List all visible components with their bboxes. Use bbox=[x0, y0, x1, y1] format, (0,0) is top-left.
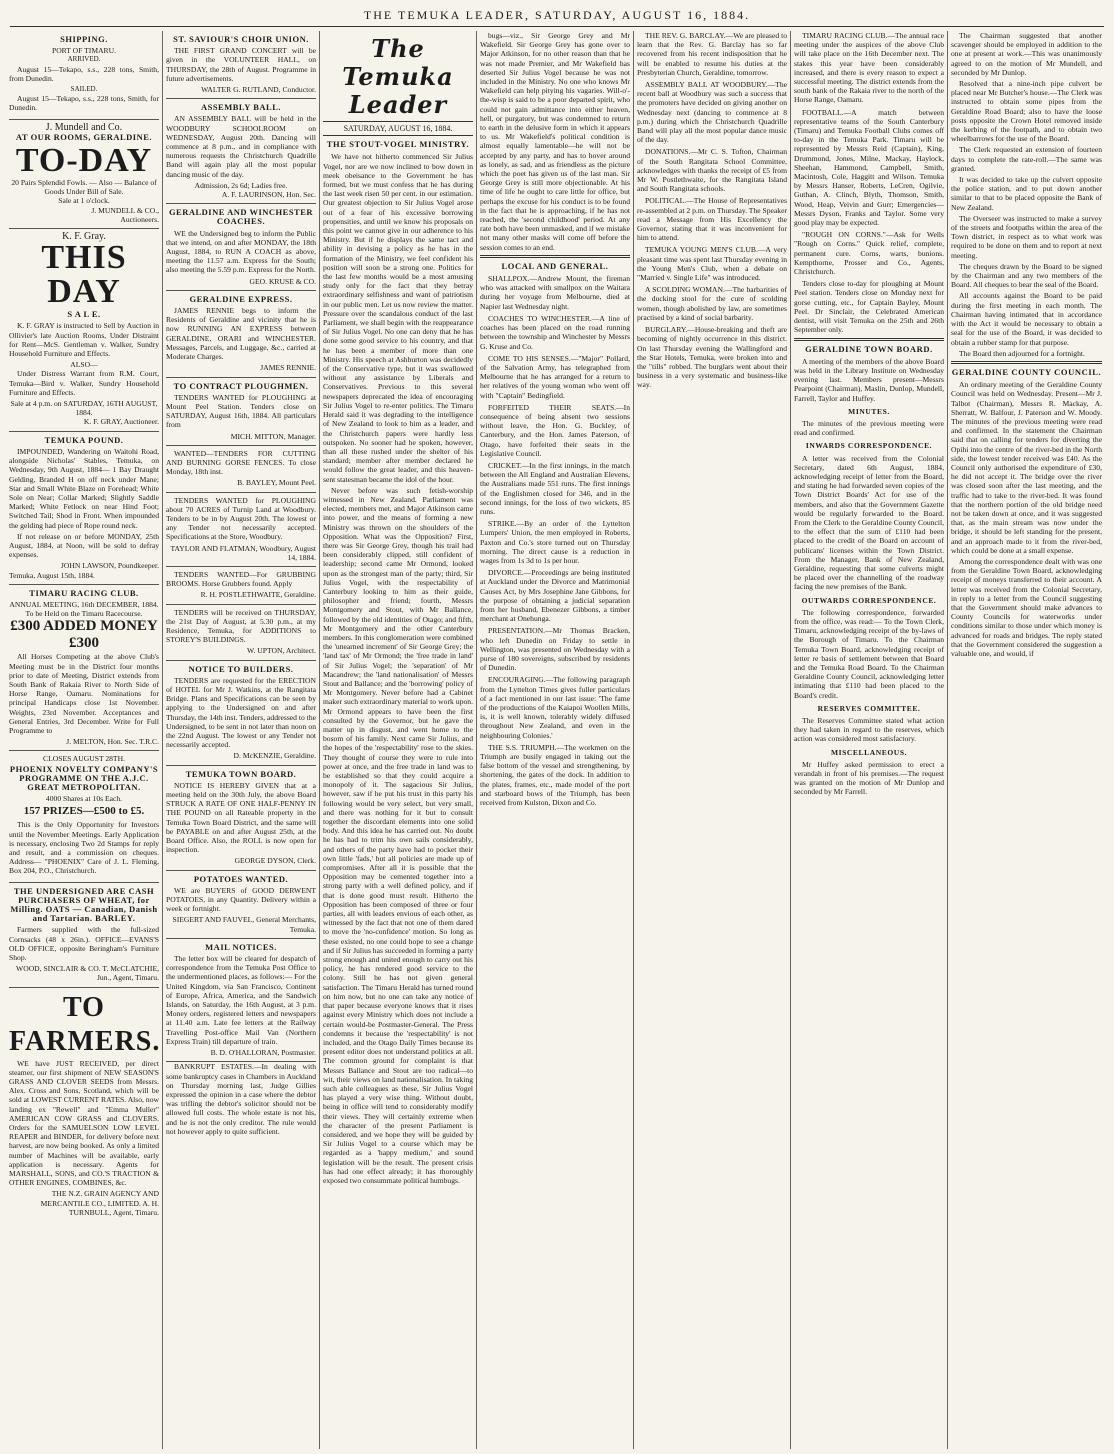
mail-text: The letter box will be cleared for despatch of correspondence from the Temuka Post Office to the undermentioned places, as follows:— For the United Kingdom, via San Francisco, Continent of Europe, Africa, America, and the Sandwich Islands, on Saturday, the 16th August, at 3 p.m. Money orders, registered letters and newspapers at 11.40 a.m. Late fee letters at the Railway Travelling Post-office Mail Van (Northern Express Train) till departure of train. bbox=[166, 954, 316, 1046]
local-item: THE S.S. TRIUMPH.—The workmen on the Triumph are busily engaged in taking out the false bottom of the vessel and strengthening, by shortening, the gates of the dock. In addition to the plates, frames, etc., made model of the port and starboard bows of the Triumph, has been received from Kulston, Dixon and Co. bbox=[480, 742, 630, 808]
divider bbox=[951, 361, 1102, 364]
grubbing-signature: R. H. POSTLETHWAITE, Geraldine. bbox=[200, 590, 316, 600]
arrived-label: ARRIVED. bbox=[67, 55, 101, 64]
pound-text-2: If not release on or before MONDAY, 25th August, 1884, at Noon, will be sold to defray expenses. bbox=[9, 531, 159, 560]
assembly-title: ASSEMBLY BALL. bbox=[200, 102, 282, 113]
misc-heading: MISCELLANEOUS. bbox=[830, 747, 908, 757]
phoenix-text: This is the Only Opportunity for Investors until the November Meetings. Early Application is necessary, enclosing Two 2d Stamps for reply and result, and a commission on cheques. Address— "PHOENIX" Care of J. L. Fleming, Box 204, P.O., Christchurch. bbox=[9, 820, 159, 876]
pound-text: IMPOUNDED, Wandering on Waitohi Road, alongside Nicholas' Stables, Temuka, on Wednesday, 9th August, 1884— 1 Bay Draught Gelding, Branded H on off neck under Mane; Star and Small White Blaze on Forehead; White Sole on Near; Collar Marked; Slightly Saddle Marked; White Fetlock on near Hind Foot; Switched Tail; Shod in Front. When impounded the gelding had piece of Rope round neck. bbox=[9, 446, 159, 530]
coaches-text: WE the Undersigned beg to inform the Public that we intend, on and after MONDAY, the 18th August, 1884, to RUN A COACH as above, meeting the 11.57 a.m. Express for the South; also meeting the 5.59 p.m. Express for the North. bbox=[166, 228, 316, 275]
reserves-text: The Reserves Committee stated what action they had taken in regard to the reserves, which action was considered most satisfactory. bbox=[794, 716, 944, 744]
mundell-heading: J. Mundell and Co. bbox=[45, 121, 123, 133]
sailed-text: August 15—Tekapo, s.s., 228 tons, Smith, for Dunedin. bbox=[9, 94, 159, 113]
plough-signature: MICH. MITTON, Manager. bbox=[230, 431, 316, 441]
board-text-3: The Clerk requested an extension of fourteen days to complete the rate-roll.—The same was granted. bbox=[951, 145, 1102, 173]
ministry-continued: bugs—viz., Sir George Grey and Mr Wakefield. Sir George Grey has gone over to Major Atkinson, for no other reason than that he was not made Premier, and Mr Wakefield has deserted Sir Julius Vogel because he was not included in the Ministry. No one who knows Mr Wakefield can help pitying his vagaries. Will-o'-the-wisp is said to be a poor departed spirit, who could not gain admittance into either heaven, hell, or purgatory, but was condemned to return to earth in the delusive form in which it appears to us. Mr Wakefield's political condition is almost equally lamentable—he will not be accepted by any party, and has to hover around as lonely, as sad, and as friendless as the picture which the poet has given us of the last man. Sir George Grey is still more objectionable. At his time of life he ought to care little for office, but perhaps the excuse for his conduct is to be found in the fact that he is approaching, if he has not reached, the 'second childhood' period. At any rate both have been unmasked, and if we mistake not many other masks will come off before the session comes to an end. bbox=[480, 31, 630, 252]
choir-signature: WALTER G. RUTLAND, Conductor. bbox=[201, 85, 316, 95]
gorse-text: WANTED—TENDERS FOR CUTTING AND BURNING GORSE FENCES. To close Monday, 18th inst. bbox=[166, 448, 316, 477]
divider bbox=[480, 255, 630, 258]
local-general-title: LOCAL AND GENERAL. bbox=[501, 260, 609, 271]
pound-title: TEMUKA POUND. bbox=[44, 434, 124, 445]
pound-signature: JOHN LAWSON, Poundkeeper. bbox=[60, 561, 159, 571]
phoenix-title: PHOENIX NOVELTY COMPANY'S PROGRAMME ON THE A.J.C. GREAT METROPOLITAN. bbox=[9, 763, 159, 792]
geraldine-board-title: GERALDINE TOWN BOARD. bbox=[805, 343, 933, 354]
port-heading: PORT OF TIMARU. bbox=[51, 46, 117, 56]
local-item: PRESENTATION.—Mr Thomas Bracken, who left Dunedin on Friday to settle in Wellington, was presented on Wednesday with a purse of 180 sovereigns, subscribed by residents of Dunedin. bbox=[480, 626, 630, 673]
local-item: ENCOURAGING.—The following paragraph from the Lyttelton Times gives fuller particulars of a fact mentioned in our last issue: 'The fame of the productions of the Kaiapoi Woollen Mills, is, it is well known, tolerably widely diffused throughout New Zealand, and even in the neighbouring Colonies.' bbox=[480, 675, 630, 740]
news-item: ASSEMBLY BALL AT WOODBURY.—The recent ball at Woodbury was such a success that the promoters have decided on giving another on Wednesday next (dancing to commence at 8 p.m.) during which the Christchurch Quadrille Band will play all the most popular dance music of the day. bbox=[637, 80, 787, 145]
plough2-signature: TAYLOR AND FLATMAN, Woodbury, August 14, 1884. bbox=[170, 543, 316, 562]
ministry-title: THE STOUT-VOGEL MINISTRY. bbox=[326, 139, 470, 150]
racing-signature: J. MELTON, Hon. Sec. T.R.C. bbox=[66, 737, 159, 747]
storey-text: TENDERS will be received on THURSDAY, the 21st Day of August, at 5.30 p.m., at my Residence, Temuka, for ADDITIONS to STOREY'S BUILDINGS. bbox=[166, 607, 316, 645]
outwards-heading: OUTWARDS CORRESPONDENCE. bbox=[801, 595, 937, 605]
racing-club-item: TIMARU RACING CLUB.—The annual race meeting under the auspices of the above Club will take place on the 16th December next. The stakes this year have been considerably increased, and there is every reason to expect a successful meeting. The district extends from the south bank of the Rakaia river to the north of the Horse Range, Oamaru. bbox=[794, 31, 944, 105]
column-5 bbox=[634, 31, 791, 1449]
undersigned-title: THE UNDERSIGNED ARE CASH PURCHASERS OF WHEAT, for Milling. OATS — Canadian, Danish and Tartarian. BARLEY. bbox=[10, 885, 158, 924]
choir-text: THE FIRST GRAND CONCERT will be given in the VOLUNTEER HALL, on THURSDAY, the 28th of August. Programme in future advertisements. bbox=[166, 46, 316, 83]
inwards-heading: INWARDS CORRESPONDENCE. bbox=[805, 441, 933, 451]
plough2-text: TENDERS WANTED for PLOUGHING about 70 ACRES of Turnip Land at Woodbury. Tenders to be in by August 20th. The lowest or any Tender not necessarily accepted. Specifications at the Store, Woodbury. bbox=[166, 495, 316, 542]
closes-date: CLOSES AUGUST 28TH. bbox=[43, 754, 125, 764]
board-text-5: The Overseer was instructed to make a survey of the streets and footpaths within the area of the Town district, in respect as to what work was required to be done on them and to report at next meeting. bbox=[951, 213, 1102, 260]
dateline: SATURDAY, AUGUST 16, 1884. bbox=[323, 121, 473, 136]
racing-title: TIMARU RACING CLUB. bbox=[29, 587, 139, 598]
mundell-signature: J. MUNDELL & CO., bbox=[91, 205, 159, 215]
local-item: COME TO HIS SENSES.—"Major" Pollard, of the Salvation Army, has telegraphed from Melbourne that he has arranged for a return to her relatives of the young woman who went off with "Captain" Bedingfield. bbox=[480, 353, 630, 400]
county-council-text-2: Among the correspondence dealt with was one from the Geraldine Town Board, acknowledging receipt of moneys transferred to their account. A letter was received from the Colonial Secretary, in reply to a letter from the Council suggesting that the Government should make advances to County Councils for waterworks under conditions similar to those under which money is advanced for roads and bridges. The reply stated that the Government considered the suggestion a valuable one, and would, if bbox=[951, 556, 1102, 658]
assembly-admission: Admission, 2s 6d; Ladies free. bbox=[194, 180, 288, 190]
board-text-8: The Board then adjourned for a fortnight. bbox=[959, 348, 1085, 358]
builders-signature: D. McKENZIE, Geraldine. bbox=[233, 751, 316, 761]
local-item: CRICKET.—In the first innings, in the match between the All England and Australian Elevens, the Australians made 551 runs. The first innings of the Englishmen closed for 346, and in the second innings, for the loss of two wickets, 85 runs. bbox=[480, 460, 630, 516]
local-item: DIVORCE.—Proceedings are being instituted at Auckland under the Divorce and Matrimonial Causes Act, by Mrs Josephine Jane Gibbons, for the purpose of obtaining a judicial separation from her husband, Ebenezer Gibbons, a timber merchant at Onehunga. bbox=[480, 568, 630, 624]
sailed-label: SAILED. bbox=[70, 85, 98, 94]
builders-text: TENDERS are requested for the ERECTION of HOTEL for Mr J. Watkins, at the Rangitata Bridge. Plans and Specifications can be seen by applying to the Undersigned on and after Thursday, the 14th inst. Tenders, addressed to the Undersigned, to be sent in not later than noon on the 22nd August. The lowest or any Tender not necessarily accepted. bbox=[166, 675, 316, 750]
express-text: JAMES RENNIE begs to inform the Residents of Geraldine and vicinity that he is now RUNNING AN EXPRESS between GERALDINE, ORARI and WINCHESTER. Messages, Parcels, and Luggage, &c., carried at Moderate Charges. bbox=[166, 306, 316, 362]
mail-title: MAIL NOTICES. bbox=[205, 941, 277, 952]
mundell-role: Auctioneers. bbox=[120, 214, 159, 224]
coaches-signature: GEO. KRUSE & CO. bbox=[249, 276, 316, 286]
gray-signature: K. F. GRAY, Auctioneer. bbox=[83, 417, 159, 427]
board-text-4: It was decided to take up the culvert opposite the police station, and to put down another similar to that to be placed opposite the Bank of New Zealand. bbox=[951, 175, 1102, 212]
storey-signature: W. UPTON, Architect. bbox=[247, 646, 316, 656]
express-signature: JAMES RENNIE. bbox=[260, 363, 316, 373]
town-board-title: TEMUKA TOWN BOARD. bbox=[185, 768, 297, 779]
inwards-text: A letter was received from the Colonial Secretary, dated 6th August, 1884, acknowledging receipt of letter from the Board, and stating he had forwarded seven copies of the Town District Boards' Act for use of the members, and also that the Government Gazette would be regularly forwarded to the Board. From the Clerk to the Geraldine County Council, to the effect that the sum of £110 had been placed to the credit of the Board on account of publicans' licenses within the Town District. From the Manager, Bank of New Zealand, Geraldine, requesting that some culverts might be placed over the channelling of the roadway facing the new premises of the Bank. bbox=[794, 453, 944, 592]
divider bbox=[794, 338, 944, 341]
outwards-text: The following correspondence, forwarded from the office, was read:— To the Town Clerk, Timaru, acknowledging receipt of the by-laws of the Borough of Timaru. To the Chairman Temuka Town Board, acknowledging receipt of letter re basis of settlement between that Board and the Temuka Road Board. To the Chairman Geraldine County Council, acknowledging letter intimating that £110 had been placed to the Board's credit. bbox=[794, 607, 944, 700]
running-head: THE TEMUKA LEADER, SATURDAY, AUGUST 16, 1884. bbox=[10, 4, 1104, 27]
geraldine-board-text: A meeting of the members of the above Board was held in the Library Institute on Wednesday evening last. Members present—Messrs Pearpoint (Chairman), Maslin, Dunlop, Mundell, Farrell, Taylor and Huffey. bbox=[794, 356, 944, 403]
gorse-signature: B. BAYLEY, Mount Peel. bbox=[237, 478, 316, 488]
farmers-signature: THE N.Z. GRAIN AGENCY AND MERCANTILE CO., LIMITED. A. H. TURNBULL, Agent, Timaru. bbox=[40, 1189, 159, 1217]
news-item: DONATIONS.—Mr C. S. Tofton, Chairman of the South Rangitata School Committee, acknowledges with thanks the receipt of £5 from Mr W. Postlethwaite, for the Rangitata Island and South Rangitata schools. bbox=[637, 147, 787, 194]
minutes-text: The minutes of the previous meeting were read and confirmed. bbox=[794, 418, 944, 438]
potatoes-signature: SIEGERT AND FAUVEL, General Merchants, Temuka. bbox=[172, 915, 316, 934]
column-6 bbox=[791, 31, 948, 1449]
columns bbox=[6, 31, 1108, 1449]
farmers-headline: TO FARMERS. bbox=[9, 991, 161, 1057]
gray-heading: K. F. Gray. bbox=[62, 231, 106, 243]
column-1 bbox=[6, 31, 163, 1449]
plough-text: TENDERS WANTED for PLOUGHING at Mount Peel Station. Tenders close on SATURDAY, August 16th, 1884. All particulars from bbox=[166, 392, 316, 430]
potatoes-title: POTATOES WANTED. bbox=[193, 873, 289, 884]
reserves-heading: RESERVES COMMITTEE. bbox=[817, 703, 921, 713]
potatoes-text: WE are BUYERS of GOOD DERWENT POTATOES, in any Quantity. Delivery within a week or fortnight. bbox=[166, 885, 316, 914]
county-council-title: GERALDINE COUNTY COUNCIL. bbox=[951, 366, 1102, 377]
tenders-item: Tenders close to-day for ploughing at Mount Peel station. Tenders close on Monday next for gorse cutting, etc., for Captain Bayley, Mount Peel. Dr Sinclair, the Celebrated American dentist, will visit Temuka on the 25th and 26th September only. bbox=[794, 279, 944, 335]
news-item: THE REV. G. BARCLAY.—We are pleased to learn that the Rev. G. Barclay has so far recovered from his recent indisposition that he will be enabled to resume his duties at the Presbyterian Church, Geraldine, tomorrow. bbox=[637, 31, 787, 77]
bankrupt-text: BANKRUPT ESTATES.—In dealing with some bankruptcy cases in Chambers in Auckland on Thursday morning last, Judge Gillies expressed the opinion in a case where the debtor was trifling the debtor's solicitor should not be allowed full costs. The whole estate is not his, and he is not the only creditor. The rule would not however apply to quite sufficient. bbox=[166, 1062, 316, 1136]
this-day-headline: THIS DAY bbox=[41, 239, 127, 311]
today-headline: TO-DAY bbox=[15, 142, 153, 180]
ministry-text: We have not hitherto commenced Sir Julius Vogel, nor are we now inclined to bow down in meek obeisance to the Government he has formed, but we must confess that he has during the last week risen 50 per cent. in our estimation. Our greatest objection to Sir Julius Vogel arose out of a fear of his excessive borrowing propensities, and until we know his proposals on this point we cannot give in our adherence to his Ministry. But if he displays the same tact and ability in devising a policy as he has in the formation of the Ministry, we feel confident his position will soon be a strong one. Politics for the last few months would be a most amusing study only for the fact that they betray extraordinary selfishness and want of patriotism in our public men. Let us now review the matter. Pressure over the scandalous conduct of the last Parliament, we shall begin with the reappearance of Sir Julius Vogel. No one can deny that he has done some good service to his country, and that he has been a member of more than one Ministry. His speech at Ashburton was decidedly of the Conservative type, but it was swallowed without any assistance by Liberals and Conservatives. Previous to this several newspapers deprecated the idea of encouraging Sir Julius Vogel to re-enter politics. The Timaru Herald said it was degrading to the intelligence of New Zealand to look to him as a leader, and the Christchurch papers were hardly less outspoken. No sooner had he spoken, however, than all these rushed under the shelter of his standard; member after member declared he would follow the great leader, and this heaven-sent statesman became the idol of the hour. bbox=[323, 152, 473, 484]
racing-where: To be Held on the Timaru Racecourse. bbox=[25, 609, 143, 619]
prizes-headline: 157 PRIZES—£500 to £5. bbox=[23, 805, 145, 818]
builders-title: NOTICE TO BUILDERS. bbox=[188, 663, 294, 674]
mundell-time: Sale at 1 o'clock. bbox=[58, 196, 110, 206]
ministry-text-2: Never before was such fetish-worship witnessed in New Zealand. Parliament was elected, members met, and Major Atkinson came into power, and the means of forming a new Ministry was thrown on the shoulders of the Opposition. What was the Opposition? First, there was Sir George Grey, though his trail had been considerably clipped, still confident of leadership; second came Mr Ormond, looked upon as the strongest man of the party; third, Sir Julius Vogel, with the respectability of Canterbury looking to him as their guide, philosopher and friend; fourth, Messrs Montgomery and Stout, with Mr Ballance, followed by the old identities of Otago; and fifth, Mr Montgomery and the other Canterbury members. In this conglomeration were combined the 'unearned increment' of Sir George Grey; the 'land tax' of Mr Ormond; the 'free trade in land' of Sir Julius Vogel; the 'separation' of Mr Macandrew; the 'land nationalisation' of Messrs Stout and Ballance; and the 'borrowing' policy of Mr Montgomery. Never before had a Cabinet maker such extraordinary material to work upon. Mr Ormond appears to have been the first consulted by the Governor, but he gave the matter up in disgust, and went home to the bosom of his family. Next came Sir Julius, and the hopes of the 'respectability' rose to the skies. They thought of course they were to rule into power at once, and the free trade in land was to be established so that they could acquire a monopoly of it. The sagacious Sir Julius, however, saw if he put his trust in this party his following would be very select, but very small, and there was nothing for it but to consult together the discordant elements into one solid body. And this idea he has carried out. No doubt he has had to trim his own sails considerably, and others of the party have had to pocket their own little 'fads,' but all policies are made up of compromises. After all it is possible that the Opposition may be cemented together into a strong party with a well defined policy, and if that is done good must result. Hitherto the Opposition has been composed of three or four parties, all with leaders envious of each other, as witnessed by the fact that not one of them dared to move the 'no-confidence' motion. So long as these existed, no one could hope to see a change and if Sir Julius has succeeded in forming a party strong enough and united enough to carry out his policy, he has rendered good service to the colony. Still he has not given general satisfaction. The Timaru Herald has turned round on him now, but no one can take any notice of that paper because everyone knows that it rises against every Ministry which does not include a certain would-be Postmaster-General. The Press condemns it because the 'respectability' is not included, and the Otago Daily Times because its present editor does not understand politics at all. The common ground for complaint is that Messrs Ballance and Stout are too radical—to wit, their views on land nationalisation. In taking such able colleagues as these, Sir Julius Vogel has played a very wise thing. Without doubt, being in office will tend to considerably modify their views. They will certainly extreme when the character of the present Parliament is considered, and we hope they will be guided by Sir Julius Vogel to a course which may be regarded as a 'happy medium,' and sound legislation will be the result. The present crisis has had one effect already; it has thoroughly exposed two consummate political humbugs. bbox=[323, 485, 473, 1185]
undersigned-text: Farmers supplied with the full-sized Cornsacks (48 x 26in.). OFFICE—EVANS'S OLD OFFICE, opposite Beringham's Furniture Shop. bbox=[9, 925, 159, 963]
column-4 bbox=[477, 31, 634, 1449]
gray-time: Sale at 4 p.m. on SATURDAY, 16TH AUGUST, 1884. bbox=[10, 399, 158, 418]
arrived-text: August 15—Tekapo, s.s., 228 tons, Smith, from Dunedin. bbox=[9, 64, 159, 83]
mundell-location: AT OUR ROOMS, GERALDINE. bbox=[15, 131, 153, 142]
corns-item: "ROUGH ON CORNS."—Ask for Wells "Rough on Corns." Quick relief, complete, permanent cure. Corns, warts, bunions. Kempthorne, Prosser and Co., Agents, Christchurch. bbox=[794, 230, 944, 277]
plough-title: TO CONTRACT PLOUGHMEN. bbox=[173, 380, 309, 391]
football-item: FOOTBALL.—A match between representative teams of the South Canterbury (Timaru) and Temuka Football Clubs comes off to-day in the Temuka Park. Timaru will be represented by Messrs Reid (Captain), King, Drummond, Jones, Milne, Mackay, Haylock, Sheehan, Hammond, Campbell, Smith, Macintosh, Cole, Haggitt and Wilson. Temuka by Messrs Hanser, Roberts, LeCren, Ogilvie, Guthan, A. Clinch, Blyth, Thomson, Smith, Wood, Heap, Veivin and Gurr; Emergencies—Messrs Dyson, Franks and Taylor. Some very good play may be expected. bbox=[794, 107, 944, 228]
racing-text: All Horses Competing at the above Club's Meeting must be in the District four months prior to date of Meeting, District extends from South Bank of Rakaia River to North Side of Horse Range, Oamaru. Nominations for principal Handicaps close 1st November. Weights, 23rd November. Acceptances and General Entries, 3rd December. Write for Full Programme to bbox=[9, 652, 159, 735]
local-item: FORFEITED THEIR SEATS.—In consequence of being absent two sessions without leave, the Hon. G. Buckley, of Canterbury, and the Hon. James Paterson, of Otago, have forfeited their seats in the Legislative Council. bbox=[480, 402, 630, 458]
town-board-signature: GEORGE DYSON, Clerk. bbox=[234, 856, 316, 866]
racing-subtitle: ANNUAL MEETING, 16th DECEMBER, 1884. bbox=[9, 599, 159, 609]
also-label: ALSO— bbox=[70, 360, 98, 370]
undersigned-signature: WOOD, SINCLAIR & CO. T. McCLATCHIE, Jun., Agent, Timaru. bbox=[16, 964, 159, 983]
board-text-1: The Chairman suggested that another scavenger should be employed in addition to the one at present at work.—This was unanimously agreed to on the motion of Mr Mundell, and seconded by Mr Dunlop. bbox=[951, 31, 1102, 77]
shipping-title: SHIPPING. bbox=[60, 34, 108, 44]
local-item: COACHES TO WINCHESTER.—A line of coaches has been placed on the road running between the township and Winchester by Messrs G. Kruse and Co. bbox=[480, 313, 630, 351]
local-item: STRIKE.—By an order of the Lyttelton Lumpers' Union, the men employed in Roberts, Paxton and Co.'s store turned out on Thursday morning. The direct cause is a reduction in wages from 1s 3d to 1s per hour. bbox=[480, 519, 630, 565]
news-item: BURGLARY.—House-breaking and theft are becoming of nightly occurrence in this district. On last Thursday evening the Wallingford and the Star Hotels, Temuka, were broken into and the "tills" robbed. The burglars went about their business in a very systematic and business-like way. bbox=[637, 325, 787, 390]
sale-label: S A L E. bbox=[67, 309, 101, 320]
gray-text: K. F. GRAY is instructed to Sell by Auction in Ollivier's late Auction Rooms, Under Distraint for Rent—McS. Gentleman v. Walker, Sundry Household Furniture and Effects. bbox=[9, 321, 159, 359]
news-item: POLITICAL.—The House of Representatives re-assembled at 2 p.m. on Thursday. The Speaker read a Message from His Excellency the Governor, stating that it was inconvenient for him to attend. bbox=[637, 196, 787, 243]
column-3 bbox=[320, 31, 477, 1449]
pound-date: Temuka, August 15th, 1884. bbox=[9, 570, 95, 580]
board-text-7: All accounts against the Board to be paid during the first meeting in each month. The Chairman having intimated that in accordance with the Act it would be necessary to obtain a seal for the use of the Board, it was decided to obtain a rubber stamp for that purpose. bbox=[951, 291, 1102, 347]
gray-also-text: Under Distress Warrant from R.M. Court, Temuka—Bird v. Walker, Sundry Household Furniture and Effects. bbox=[9, 369, 159, 397]
choir-title: ST. SAVIOUR'S CHOIR UNION. bbox=[173, 34, 309, 44]
town-board-text: NOTICE IS HEREBY GIVEN that at a meeting held on the 30th July, the above Board STRUCK A RATE OF ONE HALF-PENNY IN THE POUND on all Rateable property in the Temuka Town Board District, and the same will be PAYABLE on and after August 25th, at the Board Office. Also, the ROLL is now open for inspection. bbox=[166, 780, 316, 855]
news-item: TEMUKA YOUNG MEN'S CLUB.—A very pleasant time was spent last Thursday evening in the Young Men's Club, when a debate on "Married v. Single Life" was introduced. bbox=[637, 245, 787, 283]
assembly-text: AN ASSEMBLY BALL will be held in the WOODBURY SCHOOLROOM on WEDNESDAY, August 20th. Dancing will commence at 8 p.m., and in compliance with numerous requests the Christchurch Quadrille Band will again play all the most popular dancing music of the day. bbox=[166, 114, 316, 179]
coaches-title: GERALDINE AND WINCHESTER COACHES. bbox=[168, 207, 314, 227]
phoenix-shares: 4000 Shares at 10s Each. bbox=[45, 794, 123, 804]
mundell-items: 20 Pairs Splendid Fowls. — Also — Balance of Goods Under Bill of Sale. bbox=[11, 178, 157, 197]
newspaper-nameplate: The Temuka Leader bbox=[342, 34, 454, 119]
express-title: GERALDINE EXPRESS. bbox=[189, 293, 293, 304]
news-item: A SCOLDING WOMAN.—The barbarities of the ducking stool for the cure of scolding women, though abolished by law, are sometimes practised by a kind of social barbarity. bbox=[637, 285, 787, 322]
local-item: SHALLPOX.—Andrew Mount, the fireman who was attacked with smallpox on the Waitara during her voyage from Melbourne, died at Napier last Wednesday night. bbox=[480, 274, 630, 311]
column-2 bbox=[163, 31, 320, 1449]
misc-text: Mr Huffey asked permission to erect a verandah in front of his premises.—The request was granted on the motion of Mr Dunlop and seconded by Mr Farrell. bbox=[794, 759, 944, 797]
minutes-heading: MINUTES. bbox=[848, 406, 890, 416]
farmers-text: WE have JUST RECEIVED, per direct steamer, our first shipment of NEW SEASON'S GRASS AND CLOVER SEEDS from Messrs. Alex. Cross and Sons, Scotland, which will be sold at LOWEST CURRENT RATES. Also, now landing ex "Rewell" and "Emma Muller" AMERICAN COW GRASS and CLOVERS. Orders for the SAMUELSON LOW LEVEL REAPER and BINDER, for delivery before next harvest, are now being booked. As only a limited number of Machines will be available, early application is necessary. Agents for MARSHALL, SONS, and CO.'S TRACTION & OTHER ENGINES, COMBINES, &c. bbox=[9, 1058, 159, 1188]
grubbing-text: TENDERS WANTED—For GRUBBING BROOMS. Horse Grubbers found. Apply bbox=[166, 569, 316, 589]
board-text-6: The cheques drawn by the Board to be signed by the Chairman and any two members of the Board. All cheques to bear the seal of the Board. bbox=[951, 261, 1102, 290]
assembly-signature: A. F. LAURINSON, Hon. Sec. bbox=[221, 190, 316, 200]
added-money: £300 ADDED MONEY £300 bbox=[10, 618, 158, 652]
mail-signature: B. D. O'HALLORAN, Postmaster. bbox=[210, 1048, 316, 1058]
county-council-text: An ordinary meeting of the Geraldine County Council was held on Wednesday. Present—Mr J. Talbot (Chairman), Messrs R. Mackay, A. Sherratt, W. Balfour, J. Paterson and W. Moody. The minutes of the previous meeting were read and confirmed. In the statement the Chairman said that on calling for tenders for diverting the Opihi into the centre of the river-bed in the North side, the lowest tender received was £40. As the Council only authorised the expenditure of £30, he did not accept it. The bridge over the river was closed soon after the last meeting, and the traffic had to take to the river-bed. It was found that the northern portion of the old bridge need not be taken down at once, and it was suggested that, as the main stream was now under the bridge, it should be left standing for the present, and an approach made to it from the river-bed, which could be done at a small expense. bbox=[951, 380, 1102, 555]
column-7 bbox=[948, 31, 1105, 1449]
board-text-2: Resolved that a nine-inch pipe culvert be placed near Mr Butcher's house.—The Clerk was instructed to obtain some pipes from the Geraldine Road Board; also to have the loose posts opposite the Crown Hotel removed inside the kerbing of the footpath, and to obtain two wheelbarrows for the use of the Board. bbox=[951, 79, 1102, 144]
